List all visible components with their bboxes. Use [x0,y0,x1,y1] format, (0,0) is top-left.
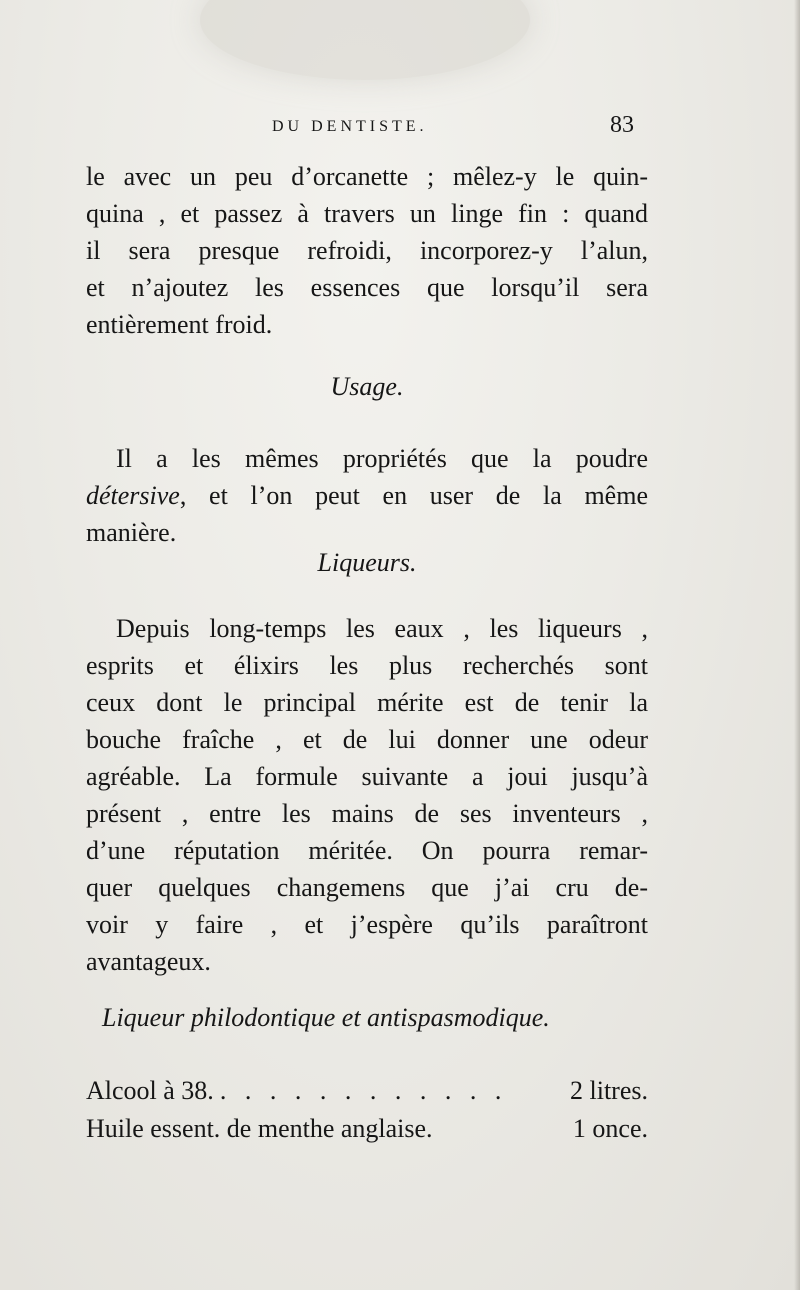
text-line: d’une réputation méritée. On pourra remar- [86,836,648,865]
paragraph-liqueurs [86,610,648,980]
section-heading-liqueurs: Liqueurs. [317,548,417,577]
amount: 2 litres. [570,1076,648,1105]
text-line: quer quelques changemens que j’ai cru de- [86,873,648,902]
text-line: il sera presque refroidi, incorporez-y l’alun, [86,236,648,265]
page-number: 83 [610,112,634,138]
paragraph-usage [86,440,648,551]
text-line: bouche fraîche , et de lui donner une odeur [86,725,648,754]
recipe-row [86,1110,648,1148]
text-line: et n’ajoutez les essences que lorsqu’il sera [86,273,648,302]
italic-term: détersive [86,481,180,510]
text-line: présent , entre les mains de ses inventeurs , [86,799,648,828]
text-line: Il a les mêmes propriétés que la poudre [116,444,648,473]
leader-dots: . . . . . . . . . . . . [219,1076,508,1105]
text-line: ceux dont le principal mérite est de tenir la [86,688,648,717]
text-line: avantageux. [86,947,211,976]
text-line: esprits et élixirs les plus recherchés sont [86,651,648,680]
amount: 1 once. [572,1114,648,1143]
recipe-list [86,1072,648,1148]
text-line: le avec un peu d’orcanette ; mêlez-y le quin- [86,162,648,191]
recipe-row [86,1072,648,1110]
paragraph-continuation [86,158,648,343]
paper-stain [200,0,530,80]
page-edge-shadow [794,0,800,1290]
recipe-heading: Liqueur philodontique et antispasmodique. [102,1003,550,1032]
text-line: voir y faire , et j’espère qu’ils paraîtront [86,910,648,939]
text-fragment: , et l’on peut en user de la même [179,481,648,510]
ingredient: Huile essent. de menthe anglaise. [86,1114,433,1143]
ingredient: Alcool à 38. [86,1076,214,1105]
text-line [86,477,648,514]
leader-dots [433,1110,573,1148]
running-title: DU DENTISTE. [272,118,428,135]
section-heading-usage: Usage. [330,372,404,401]
text-line: entièrement froid. [86,310,273,339]
text-line: Depuis long-temps les eaux , les liqueurs , [116,614,648,643]
text-line: agréable. La formule suivante a joui jusqu’à [86,762,648,791]
text-line: quina , et passez à travers un linge fin : quand [86,199,648,228]
text-line: manière. [86,518,177,547]
